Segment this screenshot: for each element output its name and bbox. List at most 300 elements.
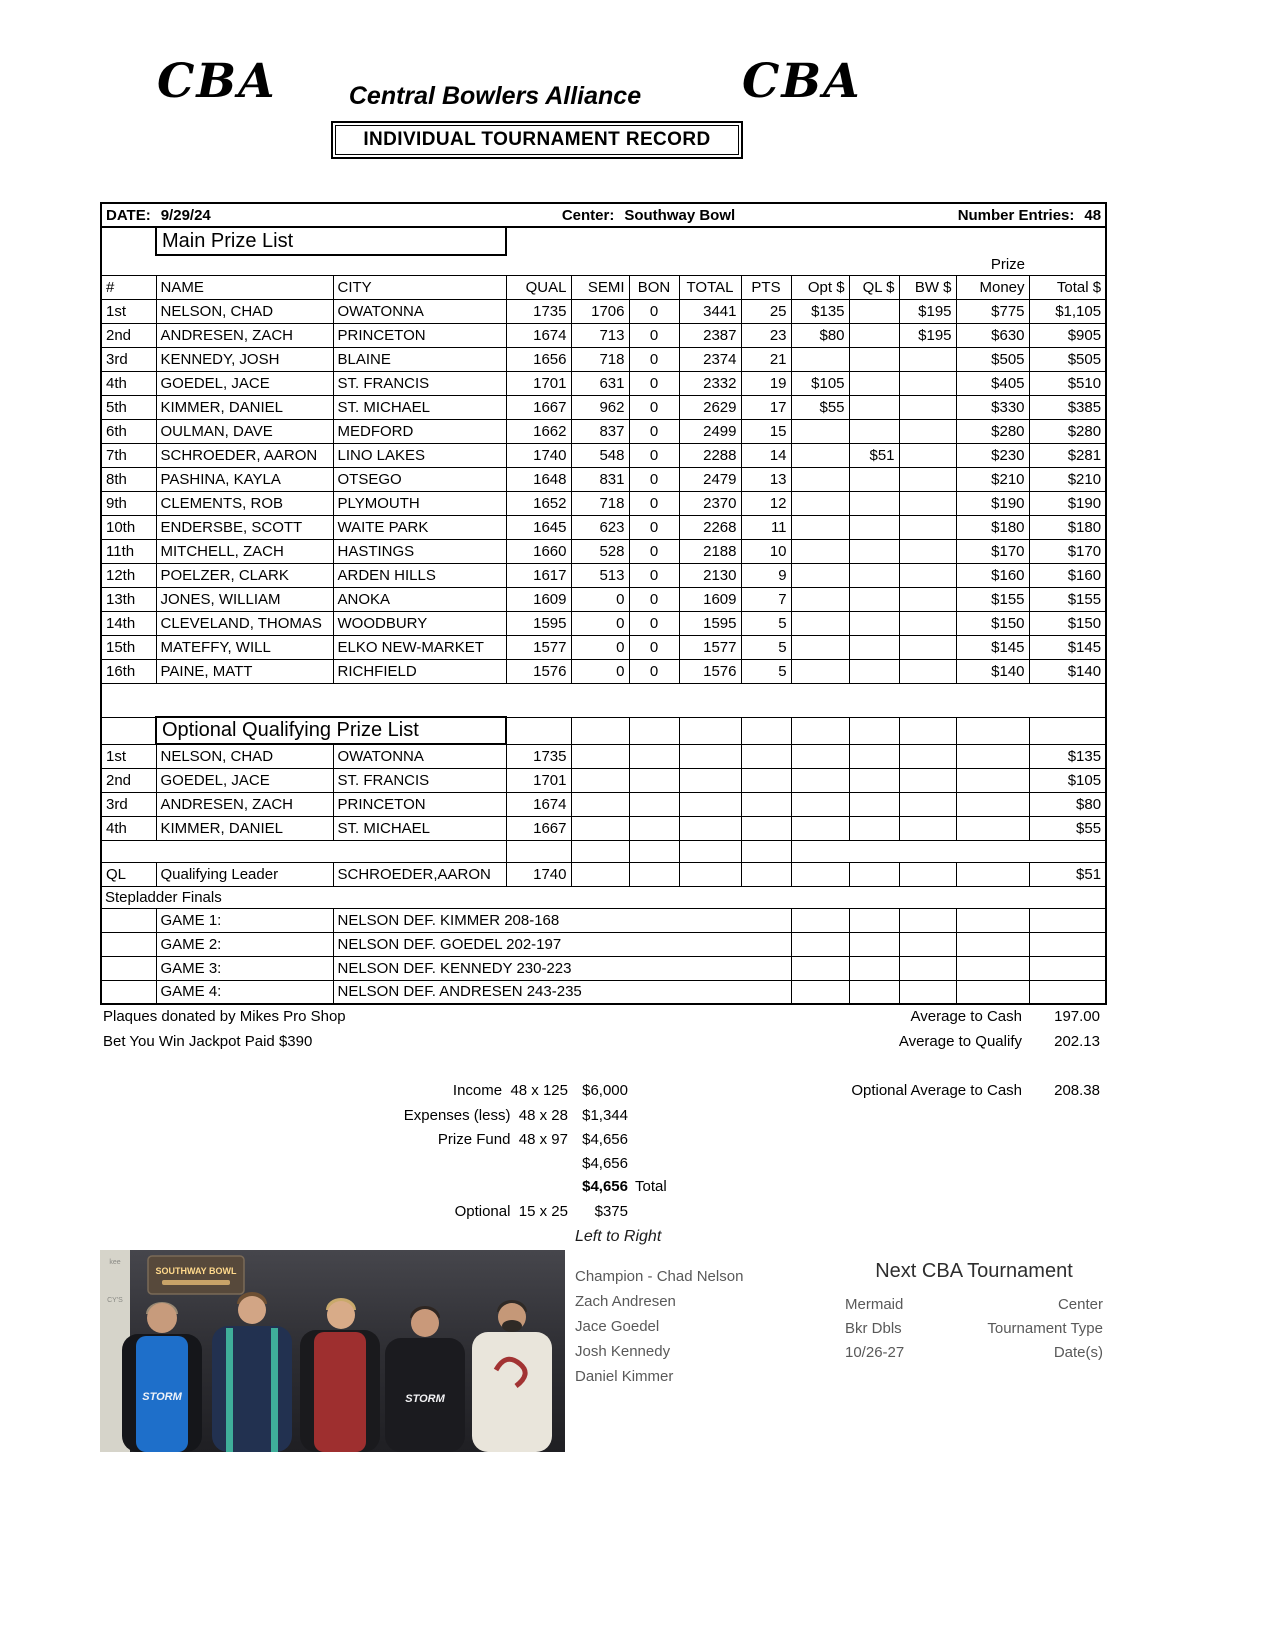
cell-opt xyxy=(791,419,849,443)
date-label: DATE: xyxy=(106,206,151,224)
cell-empty xyxy=(899,862,956,886)
cell-empty xyxy=(1029,255,1106,275)
cell-total-money: $905 xyxy=(1029,323,1106,347)
optional-label: Optional 15 x 25 xyxy=(454,1203,568,1220)
average-to-qualify-row xyxy=(790,1033,1100,1050)
cell-opt xyxy=(791,659,849,683)
cell-opt: $80 xyxy=(791,323,849,347)
next-tournament-row xyxy=(845,1317,1103,1341)
cell-empty xyxy=(571,792,629,816)
cell-empty xyxy=(629,717,679,744)
prize-stack-label: Prize xyxy=(990,256,1026,274)
next-tournament-row xyxy=(845,1341,1103,1365)
cell-empty xyxy=(791,956,849,980)
game-label: GAME 1: xyxy=(156,908,333,932)
photo-names xyxy=(575,1264,743,1389)
group-photo-image xyxy=(100,1250,565,1452)
cell-semi: 0 xyxy=(571,611,629,635)
cell-total: 2387 xyxy=(679,323,741,347)
cell-empty xyxy=(101,840,506,862)
cell-semi: 713 xyxy=(571,323,629,347)
group-photo xyxy=(100,1250,565,1452)
cell-ql xyxy=(849,347,899,371)
cell-name: JONES, WILLIAM xyxy=(156,587,333,611)
cell-qual: 1648 xyxy=(506,467,571,491)
cell-place: 14th xyxy=(101,611,156,635)
cell-place: 10th xyxy=(101,515,156,539)
cell-bw xyxy=(899,347,956,371)
cell-ql xyxy=(849,563,899,587)
optional-average-value: 208.38 xyxy=(1054,1082,1100,1099)
cell-name: NELSON, CHAD xyxy=(156,299,333,323)
cell-qual: 1652 xyxy=(506,491,571,515)
cell-total-money: $150 xyxy=(1029,611,1106,635)
entries-value: 48 xyxy=(1084,206,1102,224)
cell-qual: 1662 xyxy=(506,419,571,443)
cell-empty xyxy=(571,744,629,768)
col-header-city: CITY xyxy=(333,275,506,299)
cell-ql xyxy=(849,659,899,683)
optional-prize-row xyxy=(101,816,1106,840)
cell-empty xyxy=(506,227,1106,255)
cell-empty xyxy=(849,768,899,792)
cell-empty xyxy=(791,744,849,768)
cell-city: PLYMOUTH xyxy=(333,491,506,515)
cell-pts: 25 xyxy=(741,299,791,323)
stepladder-game-row xyxy=(101,908,1106,932)
cell-total-money: $55 xyxy=(1029,816,1106,840)
cell-empty xyxy=(956,980,1029,1004)
cell-empty xyxy=(849,908,899,932)
cell-opt: $55 xyxy=(791,395,849,419)
cell-total-money: $170 xyxy=(1029,539,1106,563)
cell-prize: $160 xyxy=(956,563,1029,587)
cell-empty xyxy=(571,862,629,886)
cell-empty xyxy=(679,862,741,886)
main-prize-row xyxy=(101,347,1106,371)
cell-total: 2130 xyxy=(679,563,741,587)
org-title: Central Bowlers Alliance xyxy=(348,82,642,110)
main-prize-row xyxy=(101,467,1106,491)
cell-bw xyxy=(899,563,956,587)
col-header-opt: Opt $ xyxy=(791,275,849,299)
cell-name: ENDERSBE, SCOTT xyxy=(156,515,333,539)
cell-qual: 1674 xyxy=(506,323,571,347)
main-prize-row xyxy=(101,659,1106,683)
cell-city: WOODBURY xyxy=(333,611,506,635)
cell-bon: 0 xyxy=(629,635,679,659)
cell-ql xyxy=(849,491,899,515)
cell-pts: 11 xyxy=(741,515,791,539)
cell-ql xyxy=(849,323,899,347)
cell-opt xyxy=(791,563,849,587)
cell-opt xyxy=(791,635,849,659)
svg-text:STORM: STORM xyxy=(142,1391,182,1403)
cell-bon: 0 xyxy=(629,371,679,395)
cell-name: KIMMER, DANIEL xyxy=(156,395,333,419)
cell-bon: 0 xyxy=(629,443,679,467)
cell-bw: $195 xyxy=(899,323,956,347)
cell-bon: 0 xyxy=(629,587,679,611)
cell-semi: 1706 xyxy=(571,299,629,323)
cba-logo-right: CBA xyxy=(742,54,862,109)
cell-bw xyxy=(899,659,956,683)
cell-place: 11th xyxy=(101,539,156,563)
stepladder-game-row xyxy=(101,980,1106,1004)
prize-fund-row xyxy=(100,1131,628,1148)
cell-qual: 1617 xyxy=(506,563,571,587)
cell-place: 4th xyxy=(101,371,156,395)
cell-empty xyxy=(1029,956,1106,980)
cell-qual: 1701 xyxy=(506,371,571,395)
center-cell xyxy=(506,203,791,227)
main-prize-row xyxy=(101,443,1106,467)
cell-total: 1595 xyxy=(679,611,741,635)
doc-title: INDIVIDUAL TOURNAMENT RECORD xyxy=(335,125,739,155)
cell-city: ANOKA xyxy=(333,587,506,611)
cell-qual: 1667 xyxy=(506,395,571,419)
cell-prize: $505 xyxy=(956,347,1029,371)
cell-ql xyxy=(849,395,899,419)
cell-place: 8th xyxy=(101,467,156,491)
optional-row xyxy=(100,1203,628,1220)
cell-pts: 14 xyxy=(741,443,791,467)
qualifying-leader-row xyxy=(101,862,1106,886)
cell-empty xyxy=(1029,908,1106,932)
cell-place: 3rd xyxy=(101,347,156,371)
jackpot-note: Bet You Win Jackpot Paid $390 xyxy=(103,1033,313,1050)
cell-place: QL xyxy=(101,862,156,886)
cell-empty xyxy=(101,980,156,1004)
doc-title-box xyxy=(331,121,743,159)
cell-city: RICHFIELD xyxy=(333,659,506,683)
cell-semi: 0 xyxy=(571,587,629,611)
cell-place: 1st xyxy=(101,744,156,768)
cell-ql xyxy=(849,539,899,563)
cell-bw xyxy=(899,371,956,395)
average-to-qualify-label: Average to Qualify xyxy=(898,1033,1022,1050)
cell-place: 12th xyxy=(101,563,156,587)
col-header-bw: BW $ xyxy=(899,275,956,299)
cell-empty xyxy=(629,862,679,886)
cell-total: 1609 xyxy=(679,587,741,611)
cell-bon: 0 xyxy=(629,611,679,635)
cell-opt xyxy=(791,443,849,467)
cell-empty xyxy=(629,816,679,840)
next-tournament-block xyxy=(845,1260,1103,1365)
cell-empty xyxy=(849,744,899,768)
cell-city: OWATONNA xyxy=(333,744,506,768)
cell-prize: $145 xyxy=(956,635,1029,659)
cell-total-money: $80 xyxy=(1029,792,1106,816)
cell-empty xyxy=(101,932,156,956)
cell-place: 2nd xyxy=(101,768,156,792)
main-prize-row xyxy=(101,611,1106,635)
cell-city: OTSEGO xyxy=(333,467,506,491)
cell-empty xyxy=(791,816,849,840)
cell-bw: $195 xyxy=(899,299,956,323)
entries-label: Number Entries: xyxy=(957,206,1075,224)
stepladder-title-row xyxy=(101,886,1106,908)
meta-row xyxy=(101,203,1106,227)
total-value: $4,656 xyxy=(582,1178,628,1195)
cell-bw xyxy=(899,491,956,515)
main-prize-row xyxy=(101,419,1106,443)
cell-name: PAINE, MATT xyxy=(156,659,333,683)
cell-total-money: $155 xyxy=(1029,587,1106,611)
cell-empty xyxy=(791,862,849,886)
left-to-right-caption: Left to Right xyxy=(575,1228,662,1245)
col-header-name: NAME xyxy=(156,275,333,299)
cell-name: GOEDEL, JACE xyxy=(156,371,333,395)
cell-bw xyxy=(899,467,956,491)
cell-empty xyxy=(741,816,791,840)
cell-empty xyxy=(899,816,956,840)
cell-city: HASTINGS xyxy=(333,539,506,563)
subtotal-label xyxy=(100,1155,568,1172)
cell-empty xyxy=(679,840,741,862)
optional-value: $375 xyxy=(594,1203,628,1220)
cell-empty xyxy=(679,792,741,816)
cell-prize: $140 xyxy=(956,659,1029,683)
cell-city: MEDFORD xyxy=(333,419,506,443)
cell-ql xyxy=(849,467,899,491)
plaques-note: Plaques donated by Mikes Pro Shop xyxy=(103,1008,346,1025)
cell-qual: 1701 xyxy=(506,768,571,792)
cell-empty xyxy=(899,932,956,956)
game-label: GAME 4: xyxy=(156,980,333,1004)
cell-pts: 21 xyxy=(741,347,791,371)
cell-qual: 1740 xyxy=(506,443,571,467)
cell-empty xyxy=(571,840,629,862)
date-value: 9/29/24 xyxy=(160,206,211,224)
center-label: Center: xyxy=(561,206,615,224)
cell-qual: 1576 xyxy=(506,659,571,683)
optional-average-label: Optional Average to Cash xyxy=(851,1082,1022,1099)
cell-label: Qualifying Leader xyxy=(156,862,333,886)
cell-city: ARDEN HILLS xyxy=(333,563,506,587)
cell-empty xyxy=(849,932,899,956)
cell-total: 2374 xyxy=(679,347,741,371)
cell-empty xyxy=(629,792,679,816)
prize-stack-row xyxy=(101,255,1106,275)
cell-semi: 548 xyxy=(571,443,629,467)
cell-empty xyxy=(791,717,849,744)
cell-name: POELZER, CLARK xyxy=(156,563,333,587)
main-prize-row xyxy=(101,395,1106,419)
game-result: NELSON DEF. ANDRESEN 243-235 xyxy=(333,980,791,1004)
main-prize-title-row xyxy=(101,227,1106,255)
cell-semi: 718 xyxy=(571,491,629,515)
cell-qual: 1577 xyxy=(506,635,571,659)
game-result: NELSON DEF. KIMMER 208-168 xyxy=(333,908,791,932)
cell-prize: $405 xyxy=(956,371,1029,395)
cell-total-money: $510 xyxy=(1029,371,1106,395)
cell-total: 2268 xyxy=(679,515,741,539)
cell-empty xyxy=(791,768,849,792)
cell-place: 9th xyxy=(101,491,156,515)
cell-bw xyxy=(899,539,956,563)
cell-city: OWATONNA xyxy=(333,299,506,323)
cell-empty xyxy=(849,717,899,744)
cell-qual: 1645 xyxy=(506,515,571,539)
cell-name: KENNEDY, JOSH xyxy=(156,347,333,371)
cell-empty xyxy=(956,717,1029,744)
cell-empty xyxy=(571,768,629,792)
cell-ql xyxy=(849,611,899,635)
col-header-total: TOTAL xyxy=(679,275,741,299)
optional-prize-title-row xyxy=(101,717,1106,744)
cell-prize: $775 xyxy=(956,299,1029,323)
optional-prize-title: Optional Qualifying Prize List xyxy=(156,717,506,744)
main-prize-title: Main Prize List xyxy=(156,227,506,255)
cell-place: 3rd xyxy=(101,792,156,816)
col-header-qual: QUAL xyxy=(506,275,571,299)
cell-empty xyxy=(741,744,791,768)
cell-opt xyxy=(791,515,849,539)
cell-total: 1576 xyxy=(679,659,741,683)
cell-empty xyxy=(791,908,849,932)
cell-semi: 528 xyxy=(571,539,629,563)
cell-empty xyxy=(899,792,956,816)
cell-qual: 1667 xyxy=(506,816,571,840)
cell-opt xyxy=(791,347,849,371)
cell-total: 2332 xyxy=(679,371,741,395)
cell-name: SCHROEDER,AARON xyxy=(333,862,506,886)
cell-city: ST. FRANCIS xyxy=(333,768,506,792)
date-cell xyxy=(101,203,506,227)
cell-pts: 10 xyxy=(741,539,791,563)
cell-ql xyxy=(849,635,899,659)
col-header-ql: QL $ xyxy=(849,275,899,299)
cell-name: KIMMER, DANIEL xyxy=(156,816,333,840)
cell-semi: 631 xyxy=(571,371,629,395)
cell-empty xyxy=(899,744,956,768)
cell-empty xyxy=(741,768,791,792)
cell-semi: 0 xyxy=(571,659,629,683)
photo-name: Zach Andresen xyxy=(575,1293,676,1310)
next-tournament-value: Mermaid xyxy=(845,1296,904,1313)
svg-text:SOUTHWAY BOWL: SOUTHWAY BOWL xyxy=(155,1266,237,1276)
cell-empty xyxy=(101,908,156,932)
cell-semi: 962 xyxy=(571,395,629,419)
cell-place: 1st xyxy=(101,299,156,323)
cell-empty xyxy=(741,792,791,816)
cell-city: LINO LAKES xyxy=(333,443,506,467)
cell-total-money: $280 xyxy=(1029,419,1106,443)
col-header-place: # xyxy=(101,275,156,299)
cell-bw xyxy=(899,443,956,467)
cell-total: 3441 xyxy=(679,299,741,323)
cell-total-money: $385 xyxy=(1029,395,1106,419)
cell-empty xyxy=(101,956,156,980)
cell-total: 2629 xyxy=(679,395,741,419)
cell-empty xyxy=(899,908,956,932)
cell-place: 16th xyxy=(101,659,156,683)
average-to-cash-value: 197.00 xyxy=(1054,1008,1100,1025)
stepladder-game-row xyxy=(101,956,1106,980)
photo-name: Josh Kennedy xyxy=(575,1343,671,1360)
cell-pts: 7 xyxy=(741,587,791,611)
cell-pts: 17 xyxy=(741,395,791,419)
prize-fund-total-row xyxy=(100,1178,667,1195)
main-prize-row xyxy=(101,491,1106,515)
cell-bon: 0 xyxy=(629,347,679,371)
cell-empty xyxy=(679,816,741,840)
expenses-row xyxy=(100,1107,628,1124)
cell-pts: 5 xyxy=(741,635,791,659)
cell-city: BLAINE xyxy=(333,347,506,371)
cell-prize: $230 xyxy=(956,443,1029,467)
cell-total-money: $140 xyxy=(1029,659,1106,683)
cell-name: ANDRESEN, ZACH xyxy=(156,323,333,347)
optional-prize-row xyxy=(101,744,1106,768)
spacer-row xyxy=(101,683,1106,717)
cell-city: ST. MICHAEL xyxy=(333,816,506,840)
cell-empty xyxy=(956,816,1029,840)
cell-name: GOEDEL, JACE xyxy=(156,768,333,792)
cell-empty xyxy=(629,768,679,792)
cell-name: MITCHELL, ZACH xyxy=(156,539,333,563)
cell-city: PRINCETON xyxy=(333,792,506,816)
prize-fund-label: Prize Fund 48 x 97 xyxy=(437,1131,568,1148)
cell-place: 6th xyxy=(101,419,156,443)
cell-bon: 0 xyxy=(629,515,679,539)
cell-bon: 0 xyxy=(629,563,679,587)
cell-pts: 23 xyxy=(741,323,791,347)
col-header-semi: SEMI xyxy=(571,275,629,299)
income-value: $6,000 xyxy=(582,1082,628,1099)
cell-city: ELKO NEW-MARKET xyxy=(333,635,506,659)
cell-prize: $155 xyxy=(956,587,1029,611)
cell-bon: 0 xyxy=(629,299,679,323)
cell-empty xyxy=(899,768,956,792)
income-label: Income 48 x 125 xyxy=(452,1082,568,1099)
cell-semi: 718 xyxy=(571,347,629,371)
cell-place: 5th xyxy=(101,395,156,419)
cell-total-money: $281 xyxy=(1029,443,1106,467)
main-prize-row xyxy=(101,299,1106,323)
cell-pts: 5 xyxy=(741,659,791,683)
cell-opt xyxy=(791,467,849,491)
column-header-row xyxy=(101,275,1106,299)
cell-bon: 0 xyxy=(629,419,679,443)
cell-empty xyxy=(956,908,1029,932)
cell-bw xyxy=(899,587,956,611)
cell-semi: 513 xyxy=(571,563,629,587)
cell-city: ST. MICHAEL xyxy=(333,395,506,419)
cell-semi: 623 xyxy=(571,515,629,539)
cell-empty xyxy=(101,255,956,275)
game-label: GAME 3: xyxy=(156,956,333,980)
cell-qual: 1735 xyxy=(506,744,571,768)
cell-ql xyxy=(849,299,899,323)
next-tournament-row xyxy=(845,1293,1103,1317)
cell-total: 2479 xyxy=(679,467,741,491)
cell-city: PRINCETON xyxy=(333,323,506,347)
cell-empty xyxy=(849,792,899,816)
cell-total-money: $505 xyxy=(1029,347,1106,371)
cell-name: ANDRESEN, ZACH xyxy=(156,792,333,816)
cell-empty xyxy=(956,768,1029,792)
cell-place: 13th xyxy=(101,587,156,611)
cell-place: 15th xyxy=(101,635,156,659)
cell-ql xyxy=(849,515,899,539)
subtotal-value: $4,656 xyxy=(582,1155,628,1172)
cell-empty xyxy=(899,956,956,980)
cell-prize: $210 xyxy=(956,467,1029,491)
main-prize-row xyxy=(101,587,1106,611)
